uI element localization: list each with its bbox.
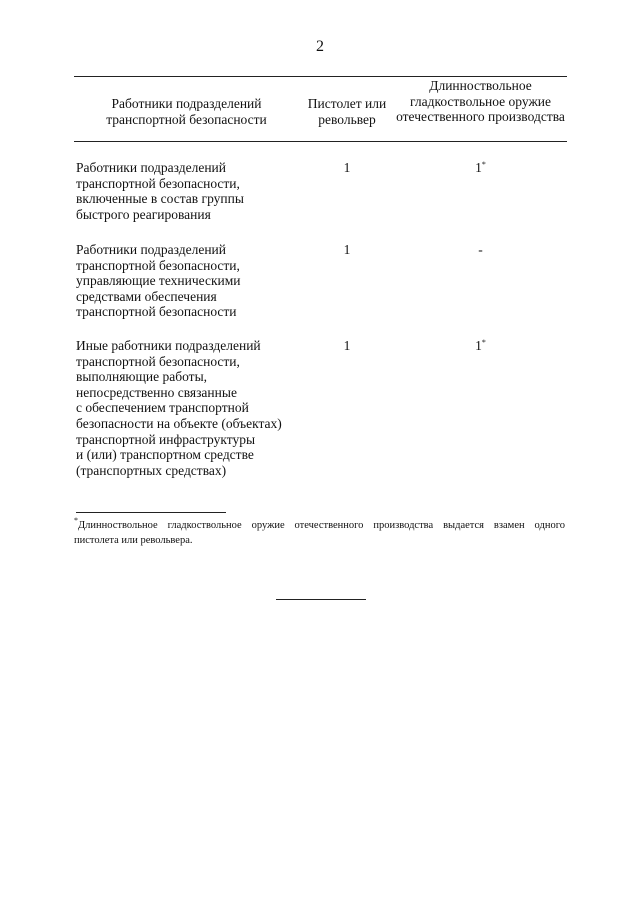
row-label-line: транспортной безопасности, bbox=[76, 257, 240, 273]
row-label-line: транспортной безопасности, bbox=[76, 353, 240, 369]
row-label-line: (транспортных средствах) bbox=[76, 462, 227, 478]
footnote-marker: * bbox=[481, 338, 486, 347]
row-label bbox=[76, 242, 306, 320]
end-of-document-rule bbox=[276, 599, 366, 600]
row-label-line: включенные в состав группы bbox=[76, 191, 244, 207]
long-gun-value: - bbox=[478, 242, 483, 257]
footnote-text-1: Длинноствольное гладкоствольное оружие отечественного производства выдается взамен одного bbox=[78, 520, 565, 531]
row-label-line: средствами обеспечения bbox=[76, 288, 217, 304]
row-label-line: транспортной безопасности bbox=[76, 304, 237, 320]
footnote-marker: * bbox=[481, 160, 486, 169]
row-label-line: выполняющие работы, bbox=[76, 369, 208, 385]
pistol-count: 1 bbox=[343, 242, 351, 257]
row-label-line: управляющие техническими bbox=[76, 273, 241, 289]
long-gun-count bbox=[394, 242, 567, 258]
row-label-line: безопасности на объекте (объектах) bbox=[76, 415, 282, 431]
row-label-line: и (или) транспортном средстве bbox=[76, 447, 254, 463]
table-top-rule bbox=[74, 76, 567, 77]
footnote-separator bbox=[76, 512, 226, 513]
footnote-text-2: пистолета или револьвера. bbox=[74, 535, 193, 546]
row-label bbox=[76, 338, 306, 478]
table-header-rule bbox=[74, 141, 567, 142]
row-label-line: Работники подразделений bbox=[76, 160, 226, 175]
footnote-line bbox=[74, 518, 565, 533]
header-long-gun: Длинноствольное гладкоствольное оружие отечественного производства bbox=[396, 78, 565, 125]
row-label-line: транспортной инфраструктуры bbox=[76, 431, 256, 447]
row-label bbox=[76, 160, 306, 222]
footnote-mark: * bbox=[74, 516, 78, 525]
row-label-line: быстрого реагирования bbox=[76, 206, 211, 222]
pistol-count: 1 bbox=[343, 338, 351, 353]
row-label-line: непосредственно связанные bbox=[76, 384, 237, 400]
long-gun-value: 1 bbox=[475, 160, 482, 175]
long-gun-count bbox=[394, 338, 567, 354]
long-gun-value: 1 bbox=[475, 338, 482, 353]
pistol-count: 1 bbox=[343, 160, 351, 175]
footnote bbox=[74, 518, 565, 548]
row-label-line: транспортной безопасности, bbox=[76, 175, 240, 191]
header-employees: Работники подразделений транспортной безопасности bbox=[106, 96, 267, 127]
header-pistol: Пистолет или револьвер bbox=[307, 96, 387, 127]
long-gun-count bbox=[394, 160, 567, 176]
page-number: 2 bbox=[316, 38, 324, 55]
row-label-line: с обеспечением транспортной bbox=[76, 400, 249, 416]
row-label-line: Работники подразделений bbox=[76, 242, 226, 257]
row-label-line: Иные работники подразделений bbox=[76, 338, 261, 353]
